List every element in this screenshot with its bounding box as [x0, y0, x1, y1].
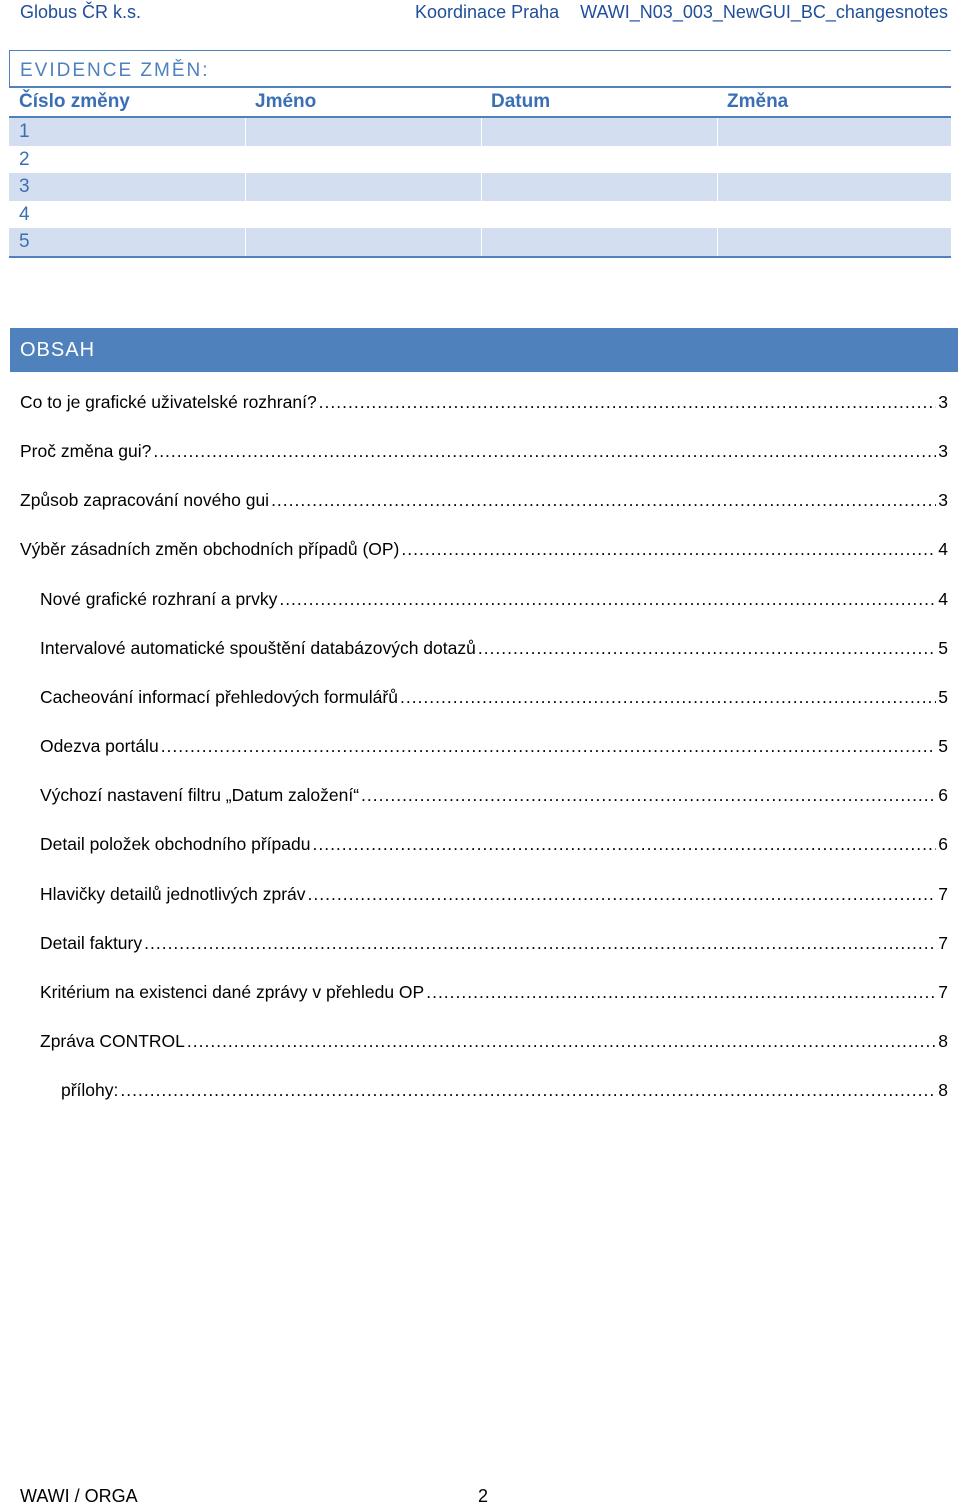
toc-entry[interactable]: [20, 539, 948, 565]
toc-entry[interactable]: [61, 1080, 948, 1106]
toc-leader-dots: [120, 1080, 936, 1101]
row-change: [717, 118, 951, 146]
toc-entry-page: 5: [938, 687, 948, 707]
company-name: Globus ČR k.s.: [20, 2, 142, 22]
toc-entry-text: Detail položek obchodního případu: [40, 834, 311, 854]
table-bottom-border: [9, 256, 951, 258]
table-row: [9, 201, 951, 229]
row-name: [245, 118, 481, 146]
toc-entry-page: 8: [938, 1031, 948, 1051]
toc-entry-page: 3: [938, 490, 948, 510]
toc-entry-page: 3: [938, 392, 948, 412]
header-right: [415, 2, 948, 23]
change-log-table: [9, 50, 951, 258]
page-header: [0, 0, 960, 26]
toc-entry[interactable]: [40, 785, 948, 811]
row-change: [717, 228, 951, 256]
toc-entry-page: 7: [938, 933, 948, 953]
row-name: [245, 201, 481, 229]
contents-heading: OBSAH: [10, 328, 958, 372]
row-date: [481, 228, 717, 256]
toc-entry[interactable]: [40, 982, 948, 1008]
table-row: [9, 228, 951, 256]
toc-entry-page: 5: [938, 638, 948, 658]
table-row: [9, 146, 951, 174]
toc-entry[interactable]: [20, 392, 948, 418]
location-name: Koordinace Praha: [415, 2, 560, 22]
toc-entry-text: Detail faktury: [40, 933, 143, 953]
toc-leader-dots: [401, 539, 936, 560]
toc-entry-page: 6: [938, 785, 948, 805]
toc-leader-dots: [400, 687, 936, 708]
toc-leader-dots: [187, 1031, 936, 1052]
toc-leader-dots: [478, 638, 936, 659]
row-date: [481, 146, 717, 174]
toc-leader-dots: [279, 589, 936, 610]
footer-org: WAWI / ORGA: [20, 1486, 138, 1506]
table-row: [9, 173, 951, 201]
row-number: 3: [19, 176, 30, 197]
toc-entry-page: 4: [938, 589, 948, 609]
toc-entry-text: Hlavičky detailů jednotlivých zpráv: [40, 884, 306, 904]
footer-page-number: 2: [478, 1486, 489, 1506]
toc-leader-dots: [161, 736, 937, 757]
document-name: WAWI_N03_003_NewGUI_BC_changesnotes: [580, 2, 948, 22]
row-change: [717, 201, 951, 229]
toc-leader-dots: [361, 785, 936, 806]
row-name: [245, 228, 481, 256]
toc-entry[interactable]: [20, 441, 948, 467]
toc-entry[interactable]: [40, 884, 948, 910]
row-number: 5: [19, 231, 30, 252]
toc-leader-dots: [308, 884, 937, 905]
change-log-title: EVIDENCE ZMĚN:: [9, 50, 951, 88]
toc-entry-text: Nové grafické rozhraní a prvky: [40, 589, 278, 609]
row-date: [481, 201, 717, 229]
toc-leader-dots: [153, 441, 936, 462]
toc-entry[interactable]: [40, 834, 948, 860]
table-row: [9, 118, 951, 146]
row-number: 2: [19, 148, 30, 170]
toc-entry-text: Výběr zásadních změn obchodních případů (OP): [20, 539, 400, 559]
column-header-name: Jméno: [255, 91, 317, 112]
toc-entry[interactable]: [40, 638, 948, 664]
toc-entry-text: Zpráva CONTROL: [40, 1031, 185, 1051]
change-log-header-row: [9, 88, 951, 118]
toc-entry-text: Kritérium na existenci dané zprávy v přehledu OP: [40, 982, 425, 1002]
toc-entry-page: 7: [938, 982, 948, 1002]
toc-entry-page: 3: [938, 441, 948, 461]
toc-leader-dots: [312, 834, 936, 855]
row-name: [245, 173, 481, 201]
row-change: [717, 173, 951, 201]
toc-entry-text: Proč změna gui?: [20, 441, 152, 461]
toc-entry-text: Odezva portálu: [40, 736, 159, 756]
row-date: [481, 118, 717, 146]
row-number: 4: [19, 203, 30, 225]
toc-entry[interactable]: [40, 1031, 948, 1057]
toc-leader-dots: [426, 982, 936, 1003]
toc-entry-page: 5: [938, 736, 948, 756]
row-date: [481, 173, 717, 201]
toc-entry-page: 8: [938, 1080, 948, 1100]
toc-entry[interactable]: [40, 589, 948, 615]
toc-entry-text: Způsob zapracování nového gui: [20, 490, 270, 510]
toc-entry[interactable]: [20, 490, 948, 516]
toc-entry[interactable]: [40, 933, 948, 959]
row-name: [245, 146, 481, 174]
toc-entry-text: přílohy:: [61, 1080, 119, 1100]
toc-entry[interactable]: [40, 736, 948, 762]
column-header-number: Číslo změny: [19, 91, 130, 112]
toc-entry-page: 6: [938, 834, 948, 854]
toc-entry-text: Intervalové automatické spouštění databázových dotazů: [40, 638, 476, 658]
column-header-change: Změna: [727, 91, 789, 112]
row-number: 1: [19, 121, 30, 142]
toc-entry-page: 7: [938, 884, 948, 904]
toc-entry-text: Cacheování informací přehledových formulářů: [40, 687, 398, 707]
toc-leader-dots: [144, 933, 936, 954]
toc-entry-page: 4: [938, 539, 948, 559]
toc-entry-text: Výchozí nastavení filtru „Datum založení“: [40, 785, 360, 805]
row-change: [717, 146, 951, 174]
column-header-date: Datum: [491, 91, 551, 112]
toc-leader-dots: [319, 392, 937, 413]
toc-entry-text: Co to je grafické uživatelské rozhraní?: [20, 392, 317, 412]
toc-leader-dots: [271, 490, 936, 511]
toc-entry[interactable]: [40, 687, 948, 713]
